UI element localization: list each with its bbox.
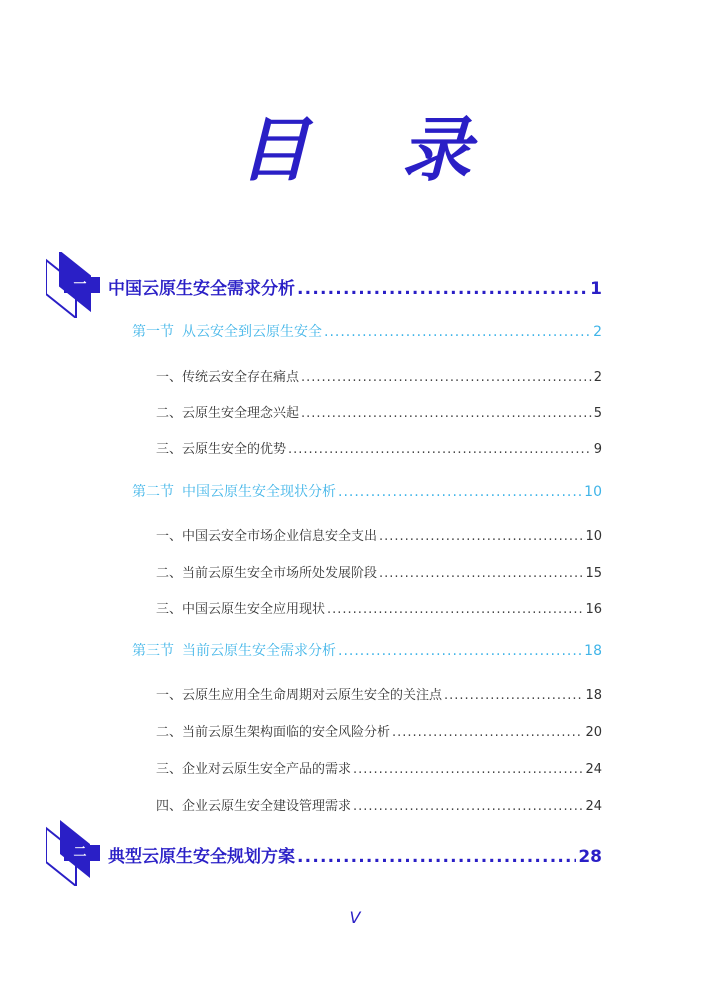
item-title: 四、企业云原生安全建设管理需求 xyxy=(156,799,352,814)
leader-dots xyxy=(379,566,583,581)
section-number: 第三节 xyxy=(132,643,174,659)
toc-item-entry[interactable] xyxy=(156,525,602,544)
toc-section-entry[interactable] xyxy=(132,640,602,660)
leader-dots xyxy=(288,442,592,457)
item-title: 三、企业对云原生安全产品的需求 xyxy=(156,762,352,777)
toc-item-entry[interactable] xyxy=(156,598,602,617)
chapter-title: 中国云原生安全需求分析 xyxy=(108,279,295,299)
toc-chapter-entry[interactable] xyxy=(108,274,602,299)
section-number: 第一节 xyxy=(132,324,174,340)
item-title: 二、当前云原生安全市场所处发展阶段 xyxy=(156,566,378,581)
leader-dots xyxy=(297,847,576,867)
page-number: 5 xyxy=(593,406,602,421)
page-number: 2 xyxy=(593,324,602,340)
toc-item-entry[interactable] xyxy=(156,795,602,814)
toc-chapter-entry[interactable] xyxy=(108,842,602,867)
leader-dots xyxy=(338,643,582,659)
toc-item-entry[interactable] xyxy=(156,562,602,581)
page-number: 28 xyxy=(578,847,602,867)
toc-item-entry[interactable] xyxy=(156,758,602,777)
leader-dots xyxy=(353,762,583,777)
page-number: 10 xyxy=(584,484,602,500)
page-number: 20 xyxy=(585,725,602,740)
chapter-number: 一 xyxy=(73,277,87,292)
page-number: 18 xyxy=(584,643,602,659)
toc-item-entry[interactable] xyxy=(156,438,602,457)
toc-section-entry[interactable] xyxy=(132,481,602,501)
page-footer-number: V xyxy=(349,908,361,927)
toc-section-entry[interactable] xyxy=(132,321,602,341)
item-title: 一、传统云安全存在痛点 xyxy=(156,370,300,385)
leader-dots xyxy=(444,688,583,703)
leader-dots xyxy=(301,370,592,385)
page-number: 9 xyxy=(593,442,602,457)
leader-dots xyxy=(324,324,591,340)
toc-item-entry[interactable] xyxy=(156,684,602,703)
leader-dots xyxy=(338,484,582,500)
chapter-title: 典型云原生安全规划方案 xyxy=(108,847,295,867)
page-number: 24 xyxy=(585,762,602,777)
section-number: 第二节 xyxy=(132,484,174,500)
leader-dots xyxy=(379,529,583,544)
toc-item-entry[interactable] xyxy=(156,721,602,740)
item-title: 二、云原生安全理念兴起 xyxy=(156,406,300,421)
leader-dots xyxy=(301,406,592,421)
section-title: 从云安全到云原生安全 xyxy=(182,324,322,340)
page-number: 1 xyxy=(590,279,602,299)
item-title: 三、中国云原生安全应用现状 xyxy=(156,602,326,617)
page-number: 16 xyxy=(585,602,602,617)
item-title: 三、云原生安全的优势 xyxy=(156,442,287,457)
item-title: 二、当前云原生架构面临的安全风险分析 xyxy=(156,725,391,740)
page-number: 24 xyxy=(585,799,602,814)
page-number: 15 xyxy=(585,566,602,581)
item-title: 一、中国云安全市场企业信息安全支出 xyxy=(156,529,378,544)
leader-dots xyxy=(353,799,583,814)
page-number: 18 xyxy=(585,688,602,703)
chapter-number: 二 xyxy=(73,845,87,860)
leader-dots xyxy=(327,602,583,617)
page-number: 2 xyxy=(593,370,602,385)
page-title: 目 录 xyxy=(238,109,506,191)
leader-dots xyxy=(392,725,583,740)
toc-item-entry[interactable] xyxy=(156,402,602,421)
toc-item-entry[interactable] xyxy=(156,366,602,385)
page-number: 10 xyxy=(585,529,602,544)
section-title: 当前云原生安全需求分析 xyxy=(182,643,336,659)
leader-dots xyxy=(297,279,588,299)
item-title: 一、云原生应用全生命周期对云原生安全的关注点 xyxy=(156,688,443,703)
section-title: 中国云原生安全现状分析 xyxy=(182,484,336,500)
